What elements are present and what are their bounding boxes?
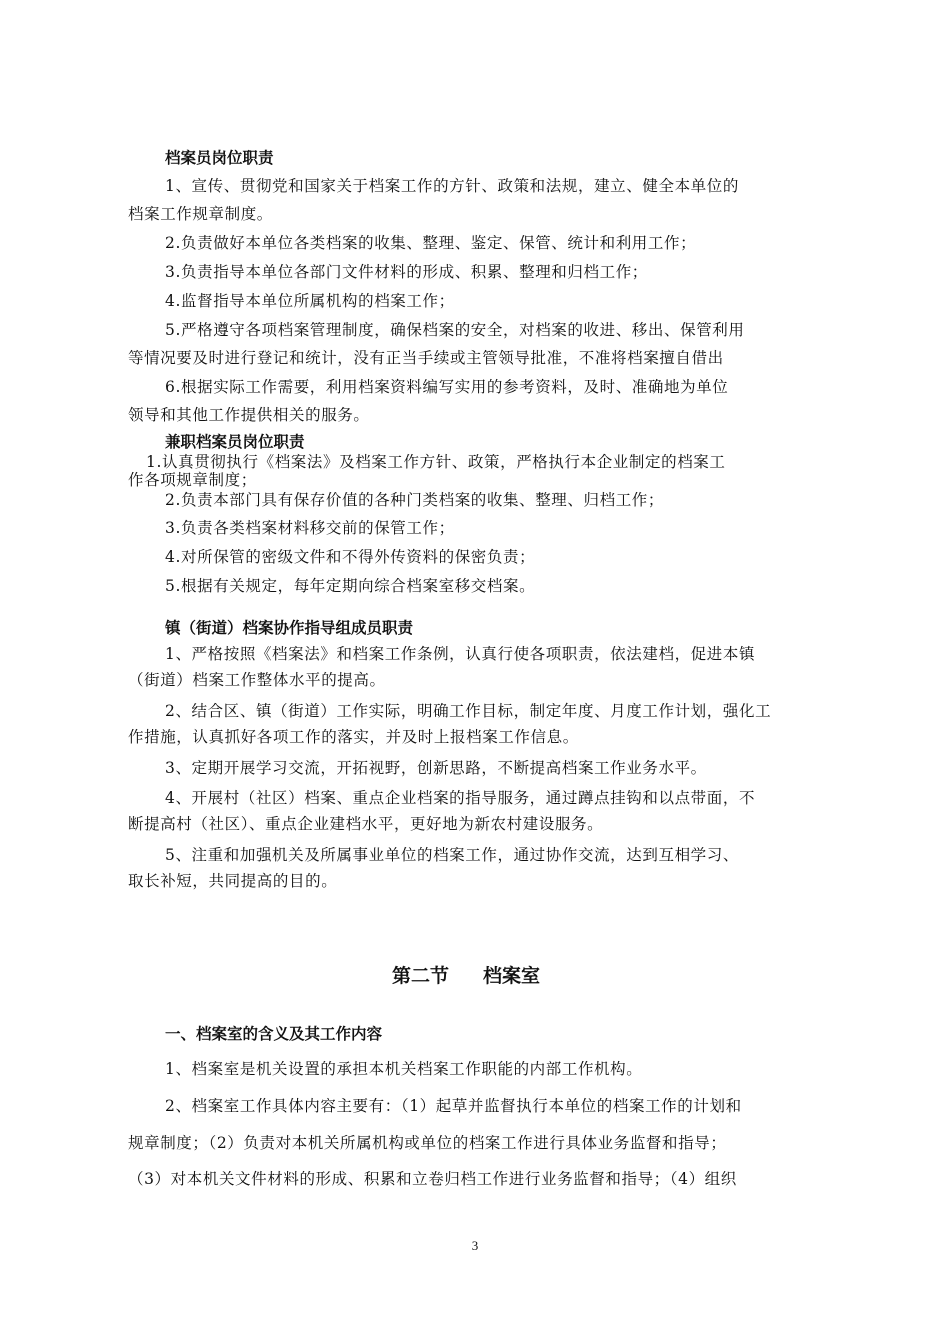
body-line: 领导和其他工作提供相关的服务。 <box>128 406 370 424</box>
body-line: （3）对本机关文件材料的形成、积累和立卷归档工作进行业务监督和指导；（4）组织 <box>128 1170 737 1188</box>
body-line: 4.对所保管的密级文件和不得外传资料的保密负责； <box>165 548 536 566</box>
body-line: 5.严格遵守各项档案管理制度，确保档案的安全，对档案的收进、移出、保管利用 <box>165 321 745 339</box>
body-line: 3.负责指导本单位各部门文件材料的形成、积累、整理和归档工作； <box>165 263 648 281</box>
body-line: 1、严格按照《档案法》和档案工作条例，认真行使各项职责，依法建档，促进本镇 <box>165 645 756 663</box>
chapter-name: 档案室 <box>483 965 541 987</box>
body-line: 断提高村（社区）、重点企业建档水平，更好地为新农村建设服务。 <box>128 815 604 833</box>
body-line: 作措施，认真抓好各项工作的落实，并及时上报档案工作信息。 <box>128 728 579 746</box>
subsection-heading: 一、档案室的含义及其工作内容 <box>165 1025 383 1043</box>
body-line: 3.负责各类档案材料移交前的保管工作； <box>165 519 455 537</box>
body-line: 1、宣传、贯彻党和国家关于档案工作的方针、政策和法规，建立、健全本单位的 <box>165 177 739 195</box>
chapter-label: 第二节 <box>392 965 450 987</box>
section-heading-part-time-archivist-duties: 兼职档案员岗位职责 <box>165 433 305 451</box>
body-line: 2、档案室工作具体内容主要有：（1）起草并监督执行本单位的档案工作的计划和 <box>165 1097 742 1115</box>
section-heading-town-coordination-duties: 镇（街道）档案协作指导组成员职责 <box>165 619 414 637</box>
body-line: 6.根据实际工作需要，利用档案资料编写实用的参考资料，及时、准确地为单位 <box>165 378 729 396</box>
body-line: 3、定期开展学习交流，开拓视野，创新思路，不断提高档案工作业务水平。 <box>165 759 707 777</box>
chapter-title <box>392 964 540 988</box>
body-line: 档案工作规章制度。 <box>128 205 273 223</box>
body-line: 2.负责做好本单位各类档案的收集、整理、鉴定、保管、统计和利用工作； <box>165 234 697 252</box>
body-line: 取长补短，共同提高的目的。 <box>128 872 338 890</box>
body-line: 等情况要及时进行登记和统计，没有正当手续或主管领导批准，不准将档案擅自借出 <box>128 349 724 367</box>
body-line: 2、结合区、镇（街道）工作实际，明确工作目标，制定年度、月度工作计划，强化工 <box>165 702 772 720</box>
body-line: 1.认真贯彻执行《档案法》及档案工作方针、政策，严格执行本企业制定的档案工 <box>146 453 726 471</box>
body-line: 2.负责本部门具有保存价值的各种门类档案的收集、整理、归档工作； <box>165 491 664 509</box>
body-line: 规章制度；（2）负责对本机关所属机构或单位的档案工作进行具体业务监督和指导； <box>128 1134 727 1152</box>
body-line: 5、注重和加强机关及所属事业单位的档案工作，通过协作交流，达到互相学习、 <box>165 846 739 864</box>
body-line: 4.监督指导本单位所属机构的档案工作； <box>165 292 455 310</box>
body-line: 4、开展村（社区）档案、重点企业档案的指导服务，通过蹲点挂钩和以点带面，不 <box>165 789 756 807</box>
body-line: （街道）档案工作整体水平的提高。 <box>128 671 386 689</box>
body-line: 5.根据有关规定，每年定期向综合档案室移交档案。 <box>165 577 536 595</box>
body-line: 作各项规章制度； <box>128 471 257 489</box>
page-number: 3 <box>471 1238 479 1253</box>
body-line: 1、档案室是机关设置的承担本机关档案工作职能的内部工作机构。 <box>165 1060 643 1078</box>
section-heading-archivist-duties: 档案员岗位职责 <box>165 149 274 167</box>
